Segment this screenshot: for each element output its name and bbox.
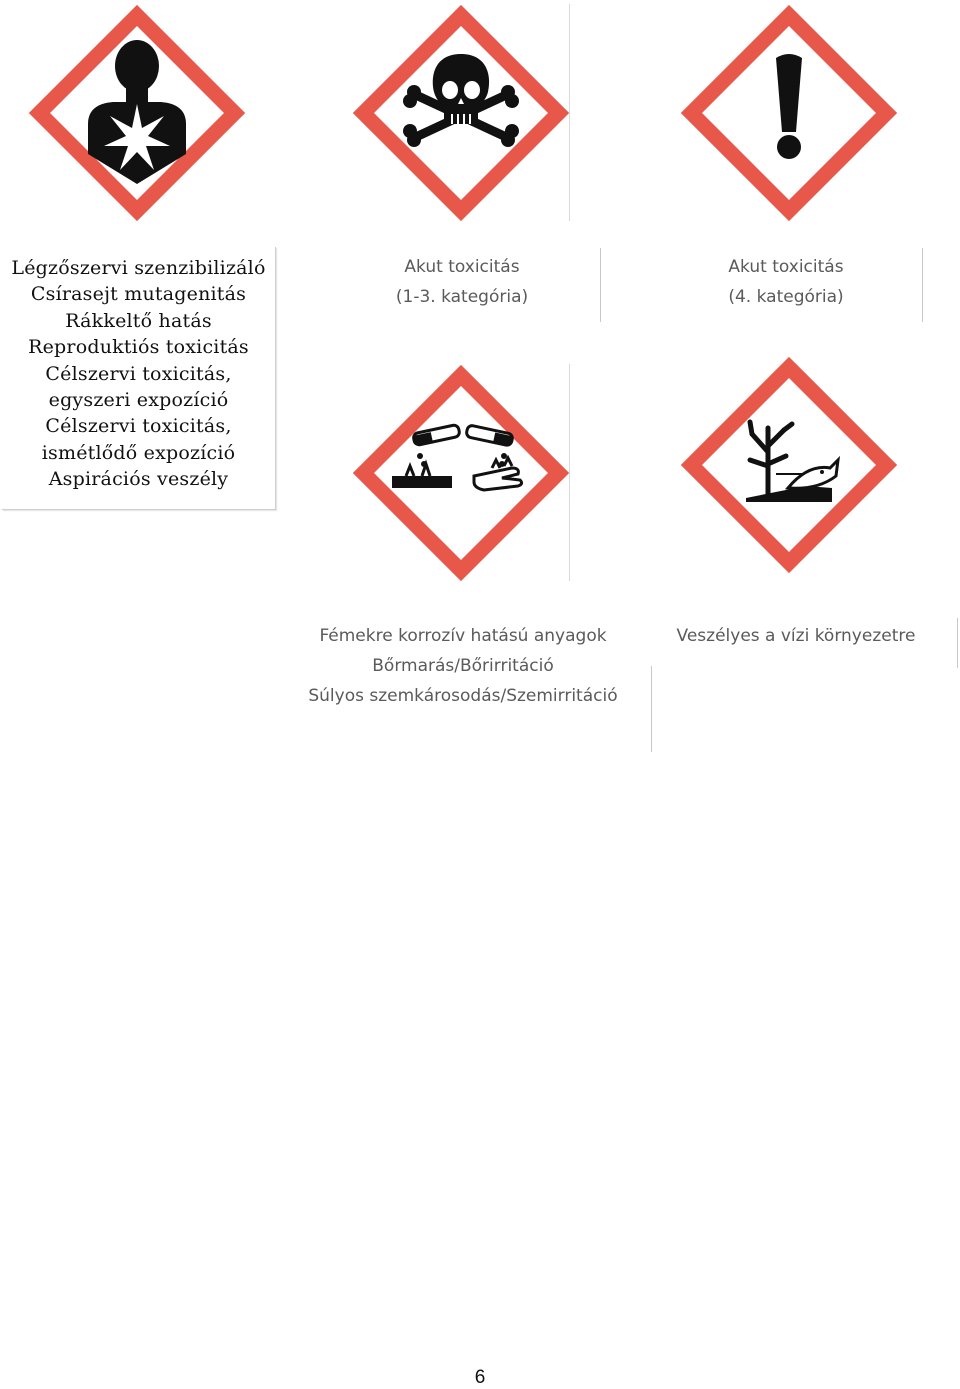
caption-line: Súlyos szemkárosodás/Szemirritáció: [308, 686, 618, 706]
caption-line: Akut toxicitás: [404, 257, 520, 277]
page-number: 6: [474, 1367, 486, 1388]
list-item: Aspirációs veszély: [48, 468, 229, 491]
corrosion-icon: [352, 364, 570, 582]
health-hazard-list-box: [2, 247, 276, 510]
list-item: Célszervi toxicitás,: [45, 362, 232, 385]
caption-line: (4. kategória): [728, 287, 844, 307]
acute-toxicity-1-3-caption: [352, 252, 572, 312]
divider: [651, 666, 652, 752]
exclamation-mark-icon: [680, 4, 898, 222]
list-item: egyszeri expozíció: [48, 389, 229, 412]
divider: [922, 248, 923, 322]
divider: [957, 618, 958, 668]
pictogram-shadow: [569, 364, 570, 581]
caption-line: Akut toxicitás: [728, 257, 844, 277]
acute-toxicity-4-caption: [676, 252, 896, 312]
caption-line: (1-3. kategória): [395, 287, 529, 307]
health-hazard-icon: [28, 4, 246, 222]
skull-crossbones-pictogram: [352, 4, 570, 222]
list-item: Reproduktiós toxicitás: [28, 336, 249, 359]
exclamation-mark-pictogram: [680, 4, 898, 222]
corrosion-pictogram: [352, 364, 570, 582]
environment-caption: [664, 621, 928, 651]
divider: [600, 248, 601, 322]
list-item: ismétlődő expozíció: [41, 441, 236, 464]
health-hazard-list: [2, 247, 275, 493]
corrosion-caption: [290, 621, 636, 711]
environment-pictogram: [680, 356, 898, 574]
environment-icon: [680, 356, 898, 574]
list-item: Csírasejt mutagenitás: [30, 283, 247, 306]
caption-line: Veszélyes a vízi környezetre: [676, 626, 916, 646]
list-item: Rákkeltő hatás: [65, 309, 212, 332]
caption-line: Fémekre korrozív hatású anyagok: [319, 626, 607, 646]
pictogram-shadow: [569, 4, 570, 221]
list-item: Légzőszervi szenzibilizáló: [11, 257, 266, 279]
skull-crossbones-icon: [352, 4, 570, 222]
list-item: Célszervi toxicitás,: [45, 415, 232, 438]
caption-line: Bőrmarás/Bőrirritáció: [372, 656, 554, 676]
health-hazard-pictogram: [28, 4, 246, 222]
